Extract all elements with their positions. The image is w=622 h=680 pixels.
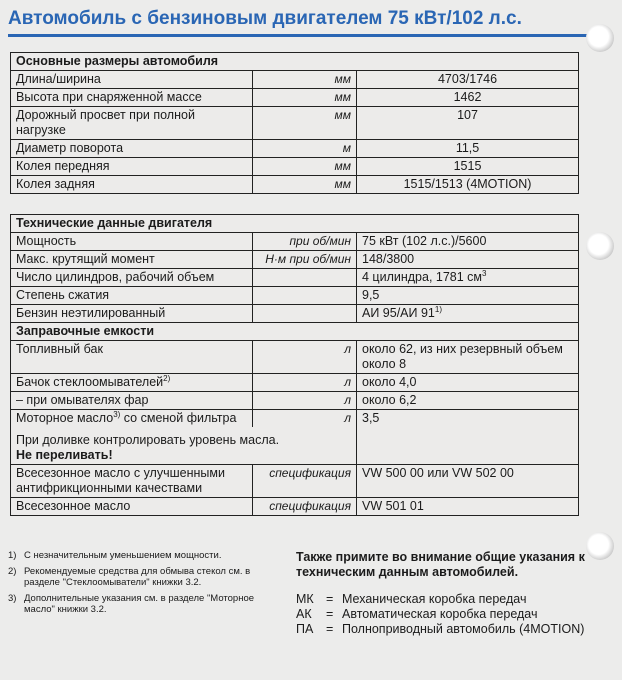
abbreviation-text: Полноприводный автомобиль (4MOTION) (342, 622, 585, 636)
row-unit: мм (253, 89, 357, 107)
superscript: 3) (113, 409, 121, 419)
oil-note (11, 427, 357, 465)
table-row (11, 305, 579, 323)
abbreviation-row (296, 607, 586, 622)
value-text: 4 цилиндра, 1781 см (362, 270, 483, 284)
abbreviation-row (296, 622, 586, 637)
row-unit: Н·м при об/мин (253, 251, 357, 269)
row-label: Всесезонное масло (11, 498, 253, 516)
row-label: Макс. крутящий момент (11, 251, 253, 269)
table-row (11, 287, 579, 305)
abbreviation-text: Автоматическая коробка передач (342, 607, 538, 621)
binder-hole-icon (586, 532, 614, 560)
footnote (8, 593, 278, 615)
row-value: около 4,0 (357, 374, 579, 392)
row-label (11, 410, 253, 428)
abbreviation-row (296, 592, 586, 607)
row-label: Высота при снаряженной массе (11, 89, 253, 107)
row-value: 4703/1746 (357, 71, 579, 89)
table-row (11, 392, 579, 410)
row-label: Топливный бак (11, 341, 253, 374)
equals-sign: = (326, 592, 334, 606)
oil-warning: Не переливать! (16, 448, 113, 462)
row-unit: спецификация (253, 465, 357, 498)
row-value: 1515/1513 (4MOTION) (357, 176, 579, 194)
row-unit: л (253, 392, 357, 410)
table-row (11, 498, 579, 516)
footnote-text: С незначительным уменьшением мощности. (24, 550, 222, 561)
row-value (357, 269, 579, 287)
title-underline (8, 34, 588, 37)
row-label: Колея передняя (11, 158, 253, 176)
row-label: Длина/ширина (11, 71, 253, 89)
footnote (8, 566, 278, 588)
table-row (11, 465, 579, 498)
row-label: Диаметр поворота (11, 140, 253, 158)
row-value: 1462 (357, 89, 579, 107)
row-value: 11,5 (357, 140, 579, 158)
row-label: Степень сжатия (11, 287, 253, 305)
row-value: около 6,2 (357, 392, 579, 410)
empty-cell (357, 427, 579, 465)
engine-capacities-table (10, 214, 579, 516)
label-text: со сменой фильтра (120, 411, 237, 425)
table-row (11, 158, 579, 176)
superscript: 1) (434, 304, 442, 314)
row-label (11, 374, 253, 392)
row-unit (253, 305, 357, 323)
notice-block (296, 550, 586, 637)
row-unit: мм (253, 176, 357, 194)
table-row (11, 107, 579, 140)
section-header: Заправочные емкости (11, 323, 579, 341)
abbreviation-key: АК (296, 607, 312, 621)
row-unit: спецификация (253, 498, 357, 516)
row-label: Дорожный просвет при полной нагрузке (11, 107, 253, 140)
row-unit: м (253, 140, 357, 158)
abbreviation-text: Механическая коробка передач (342, 592, 527, 606)
row-value (357, 305, 579, 323)
row-unit (253, 269, 357, 287)
equals-sign: = (326, 607, 334, 621)
oil-note-text: При доливке контролировать уровень масла. (16, 433, 280, 447)
row-value: 148/3800 (357, 251, 579, 269)
abbreviation-key: МК (296, 592, 314, 606)
row-unit: мм (253, 107, 357, 140)
dimensions-table (10, 52, 579, 194)
row-value: 75 кВт (102 л.с.)/5600 (357, 233, 579, 251)
section-header: Технические данные двигателя (11, 215, 579, 233)
row-value: 3,5 (357, 410, 579, 428)
row-value: 9,5 (357, 287, 579, 305)
superscript: 3 (482, 268, 487, 278)
page-title: Автомобиль с бензиновым двигателем 75 кВт/102 л.с. (8, 8, 522, 29)
row-unit: л (253, 374, 357, 392)
row-label: Число цилиндров, рабочий объем (11, 269, 253, 287)
binder-hole-icon (586, 232, 614, 260)
footnote-text: Рекомендуемые средства для обмыва стекол см. в разделе "Стеклоомыватели" книжки 3.2. (24, 566, 251, 588)
row-label: – при омывателях фар (11, 392, 253, 410)
table-row (11, 233, 579, 251)
row-unit: при об/мин (253, 233, 357, 251)
row-unit: мм (253, 158, 357, 176)
table-row (11, 251, 579, 269)
row-value: 107 (357, 107, 579, 140)
row-unit: л (253, 341, 357, 374)
row-value: около 62, из них резервный объем около 8 (357, 341, 579, 374)
label-text: Бачок стеклоомывателей (16, 375, 164, 389)
row-label: Всесезонное масло с улучшенными антифрикционными качествами (11, 465, 253, 498)
notice-heading: Также примите во внимание общие указания к техническим данным автомобилей. (296, 550, 585, 579)
footnote-number: 1) (8, 550, 17, 561)
footnote-text: Дополнительные указания см. в разделе "Моторное масло" книжки 3.2. (24, 593, 255, 615)
row-unit (253, 287, 357, 305)
table-row (11, 269, 579, 287)
row-unit: л (253, 410, 357, 428)
row-unit: мм (253, 71, 357, 89)
equals-sign: = (326, 622, 334, 636)
table-row (11, 89, 579, 107)
table-row (11, 374, 579, 392)
section-header: Основные размеры автомобиля (11, 53, 579, 71)
row-label: Колея задняя (11, 176, 253, 194)
table-row (11, 427, 579, 465)
row-value: 1515 (357, 158, 579, 176)
table-row (11, 410, 579, 428)
abbreviation-key: ПА (296, 622, 314, 636)
binder-hole-icon (586, 24, 614, 52)
row-value: VW 500 00 или VW 502 00 (357, 465, 579, 498)
table-row (11, 176, 579, 194)
row-label: Бензин неэтилированный (11, 305, 253, 323)
footnotes (8, 550, 278, 620)
table-row (11, 140, 579, 158)
table-row (11, 341, 579, 374)
value-text: АИ 95/АИ 91 (362, 306, 435, 320)
label-text: Моторное масло (16, 411, 114, 425)
footnote-number: 2) (8, 566, 17, 577)
footnote-number: 3) (8, 593, 17, 604)
superscript: 2) (163, 373, 171, 383)
table-row (11, 71, 579, 89)
footnote (8, 550, 278, 561)
row-value: VW 501 01 (357, 498, 579, 516)
row-label: Мощность (11, 233, 253, 251)
binder-holes (582, 0, 622, 680)
